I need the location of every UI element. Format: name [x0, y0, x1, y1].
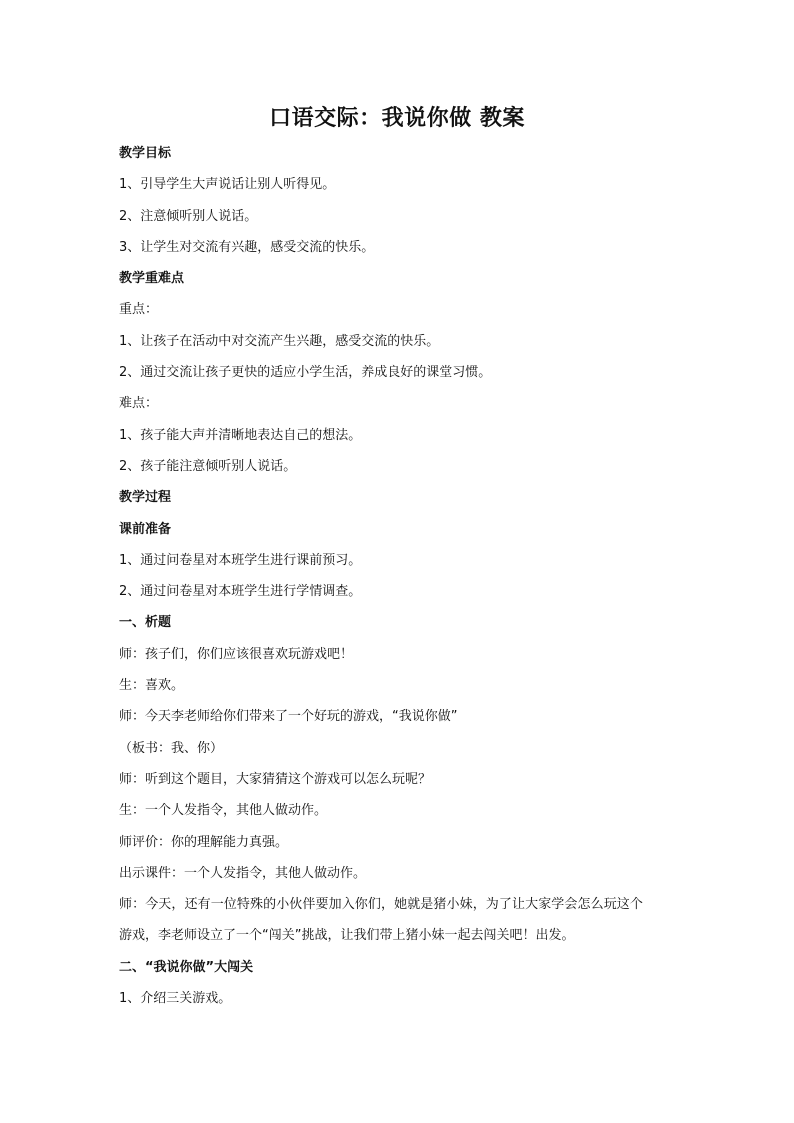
section-heading: 一、析题 [119, 615, 172, 631]
paragraph: 2、注意倾听别人说话。 [119, 208, 258, 224]
paragraph: 1、介绍三关游戏。 [119, 991, 232, 1007]
paragraph: 生：一个人发指令，其他人做动作。 [119, 803, 328, 819]
paragraph: 重点： [119, 302, 159, 318]
section-heading: 教学过程 [119, 490, 172, 506]
paragraph: （板书：我、你） [119, 740, 224, 756]
paragraph: 1、引导学生大声说话让别人听得见。 [119, 177, 336, 193]
paragraph: 师：孩子们，你们应该很喜欢玩游戏吧！ [119, 646, 354, 662]
paragraph: 师：听到这个题目，大家猜猜这个游戏可以怎么玩呢？ [119, 771, 432, 787]
page-title: 口语交际：我说你做 教案 [269, 106, 525, 131]
paragraph: 师评价：你的理解能力真强。 [119, 834, 289, 850]
section-heading: 课前准备 [119, 521, 172, 537]
document-body [119, 145, 679, 1021]
paragraph: 难点： [119, 396, 159, 412]
section-heading: 教学目标 [119, 146, 172, 161]
paragraph: 3、让学生对交流有兴趣，感受交流的快乐。 [119, 239, 375, 255]
paragraph: 2、通过问卷星对本班学生进行学情调查。 [119, 584, 362, 600]
paragraph: 2、通过交流让孩子更快的适应小学生活，养成良好的课堂习惯。 [119, 365, 492, 381]
paragraph: 师：今天，还有一位特殊的小伙伴要加入你们，她就是猪小妹，为了让大家学会怎么玩这个 [119, 897, 644, 913]
paragraph: 出示课件：一个人发指令，其他人做动作。 [119, 865, 367, 881]
section-heading: 二、“我说你做”大闯关 [119, 959, 254, 975]
paragraph: 生：喜欢。 [119, 678, 185, 694]
paragraph: 1、让孩子在活动中对交流产生兴趣，感受交流的快乐。 [119, 333, 440, 349]
section-heading: 教学重难点 [119, 271, 185, 287]
paragraph: 1、通过问卷星对本班学生进行课前预习。 [119, 552, 362, 568]
paragraph: 师：今天李老师给你们带来了一个好玩的游戏，“我说你做” [119, 709, 458, 725]
paragraph: 1、孩子能大声并清晰地表达自己的想法。 [119, 427, 362, 443]
paragraph: 2、孩子能注意倾听别人说话。 [119, 458, 297, 474]
paragraph: 游戏，李老师设立了一个“闯关”挑战，让我们带上猪小妹一起去闯关吧！出发。 [119, 928, 575, 944]
